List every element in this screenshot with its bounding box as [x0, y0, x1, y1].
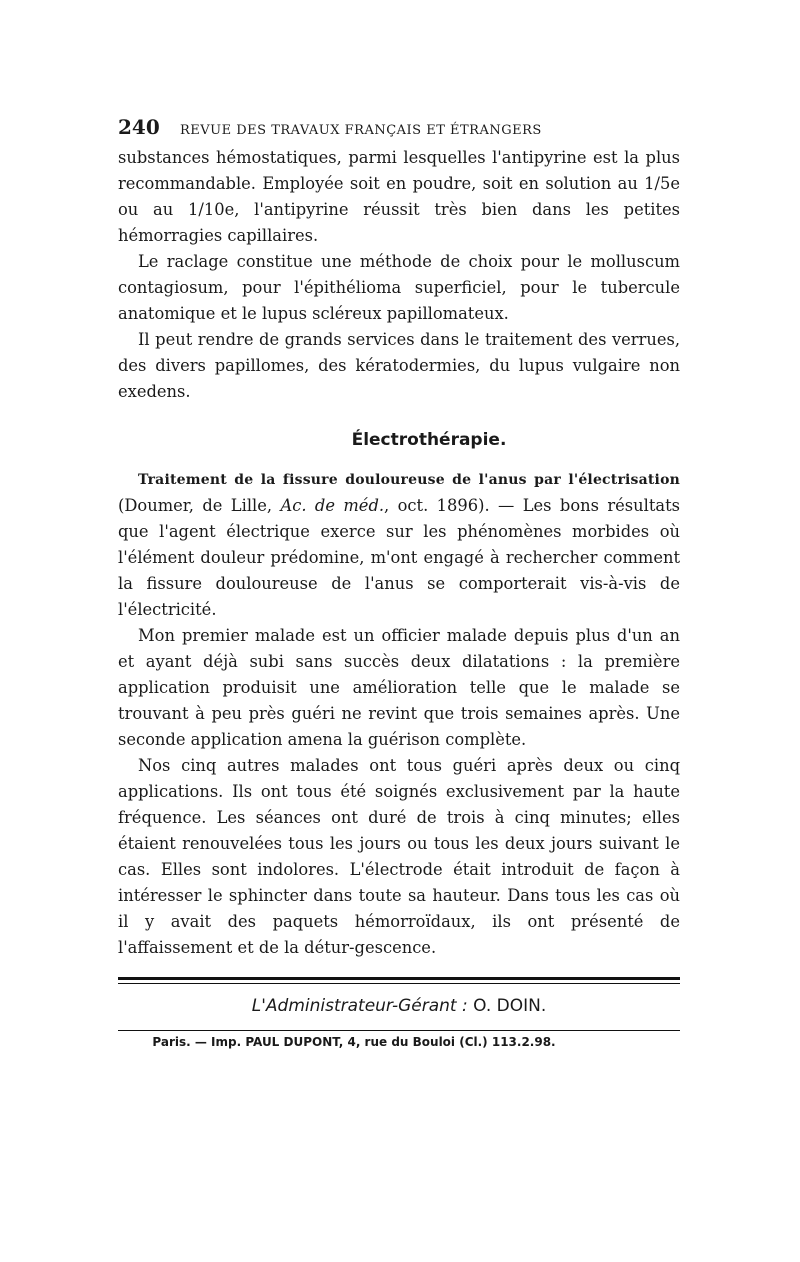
paragraph: Il peut rendre de grands services dans le traitement des verrues, des divers papillomes, des kératodermies, du lupus vulgaire non exedens. — [118, 330, 680, 401]
signature — [118, 996, 680, 1016]
running-title: REVUE DES TRAVAUX FRANÇAIS ET ÉTRANGERS — [180, 123, 542, 138]
article-lead: Traitement de la fissure douloureuse de l'anus par l'électrisation — [138, 472, 680, 488]
body-text — [118, 145, 680, 961]
page-number: 240 — [118, 115, 160, 139]
citation-journal: Ac. de méd. — [280, 496, 385, 515]
paragraph: Nos cinq autres malades ont tous guéri après deux ou cinq applications. Ils ont tous été soignés exclusivement par la haute fréquence. Les séances ont duré de trois à cinq minutes; elles étaient renouvelées tous les jours ou tous les deux jours suivant le cas. Elles sont indolores. L'électrode était introduit de façon à intéresser le sphincter dans toute sa hauteur. Dans tous les cas où il y avait des paquets hémorroïdaux, ils ont présenté de l'affaissement et de la détur-gescence. — [118, 756, 680, 957]
divider-thick — [118, 977, 680, 980]
divider-thin — [118, 983, 680, 984]
divider-bottom — [118, 1030, 680, 1031]
paragraph: Le raclage constitue une méthode de choix pour le molluscum contagiosum, pour l'épithélioma superficiel, pour le tubercule anatomique et le lupus scléreux papillomateux. — [118, 252, 680, 323]
article-paragraph — [118, 466, 680, 623]
printer-imprint: Paris. — Imp. PAUL DUPONT, 4, rue du Bouloi (Cl.) 113.2.98. — [152, 1035, 556, 1049]
section-title: Électrothérapie. — [351, 430, 507, 450]
paragraph: substances hémostatiques, parmi lesquelles l'antipyrine est la plus recommandable. Employée soit en poudre, soit en solution au 1/5e ou au 1/10e, l'antipyrine réussit très bien dans les petites hémorragies capillaires. — [118, 148, 680, 245]
signature-name: O. DOIN. — [467, 996, 547, 1016]
paragraph: Mon premier malade est un officier malade depuis plus d'un an et ayant déjà subi sans succès deux dilatations : la première application produisit une amélioration telle que le malade se trouvant à peu près guéri ne revint que trois semaines après. Une seconde application amena la guérison complète. — [118, 626, 680, 749]
running-head — [118, 115, 680, 145]
page — [118, 115, 680, 1049]
signature-role: L'Administrateur-Gérant : — [251, 996, 468, 1016]
citation-post: , oct. 1896). — Les bons résultats que l'agent électrique exerce sur les phénomènes morbides où l'élément douleur prédomine, m'ont engagé à rechercher comment la fissure douloureuse de l'anus se comporterait vis-à-vis de l'électricité. — [118, 496, 681, 619]
citation-pre: (Doumer, de Lille, — [118, 496, 281, 515]
